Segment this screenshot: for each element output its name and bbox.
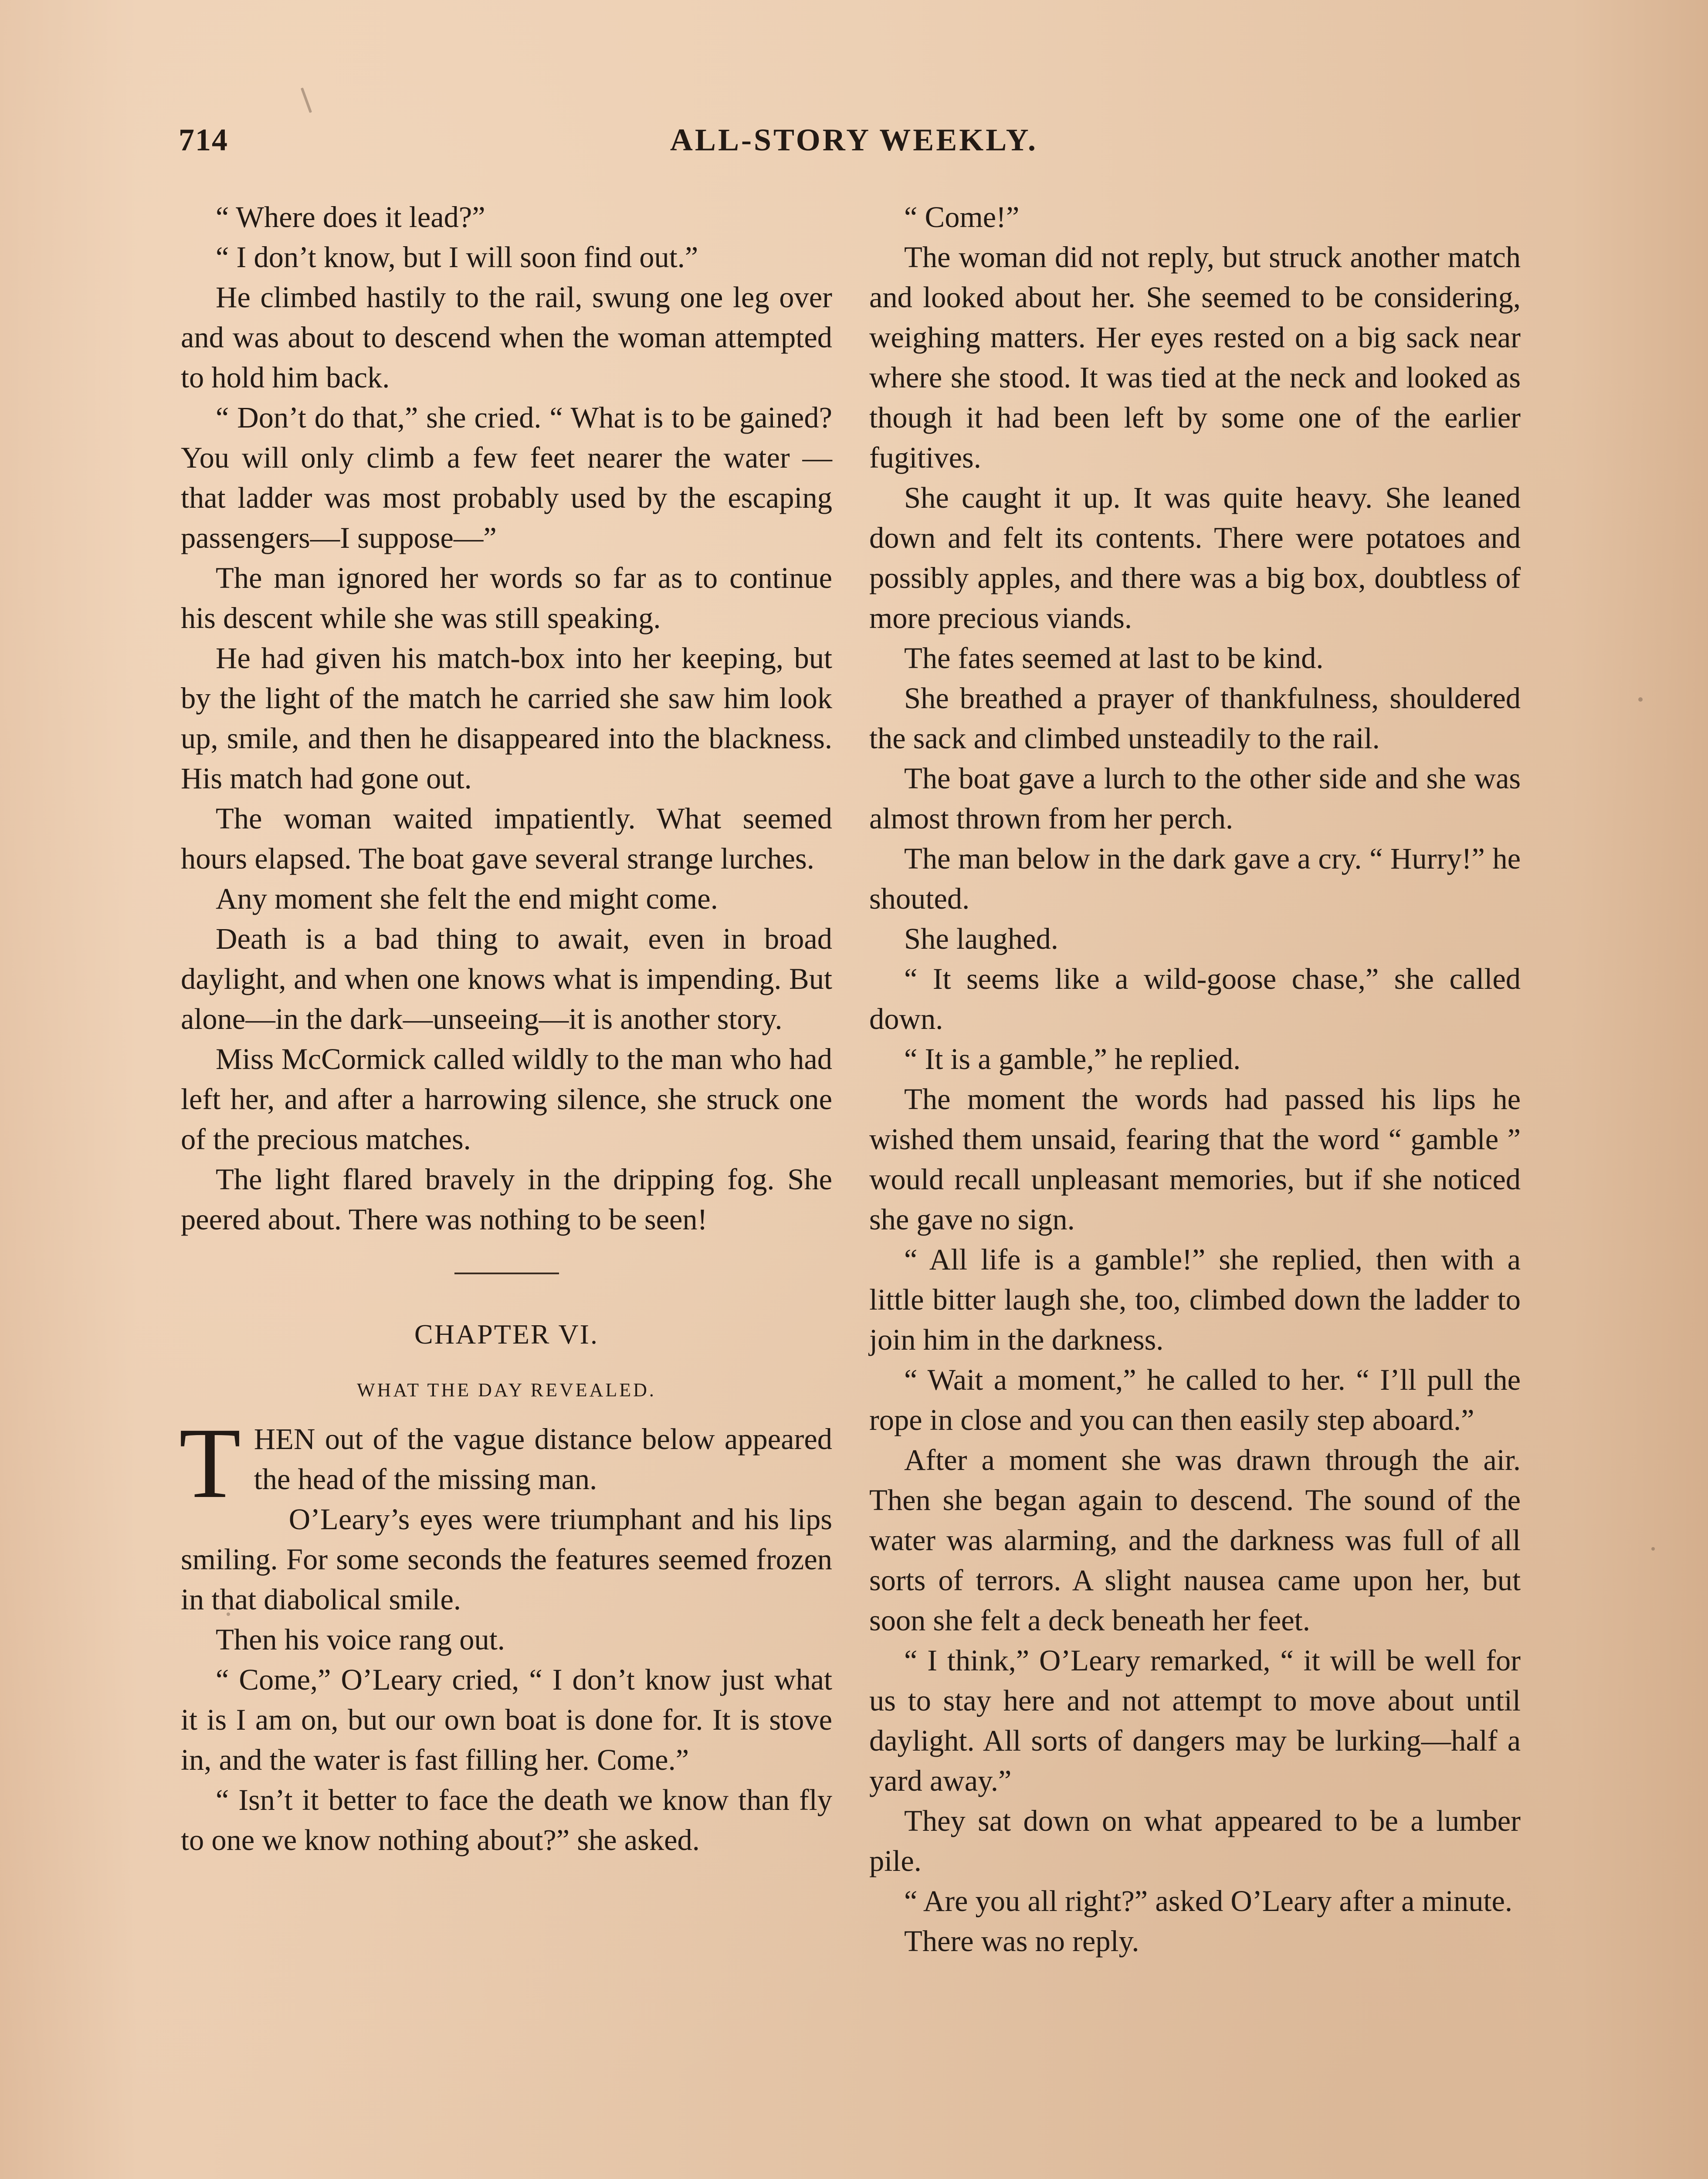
paragraph: The man ignored her words so far as to continue his descent while she was still speaking. [181, 561, 832, 635]
paper-speck [1638, 697, 1643, 702]
drop-cap: T [179, 1407, 241, 1519]
paragraph: He climbed hastily to the rail, swung one leg over and was about to descend when the woman attempted to hold him back. [181, 281, 832, 394]
paragraph: She caught it up. It was quite heavy. She leaned down and felt its contents. There were potatoes and possibly apples, and there was a big box, doubtless of more precious viands. [869, 481, 1521, 635]
paragraph: The boat gave a lurch to the other side and she was almost thrown from her perch. [869, 762, 1521, 835]
paper-speck [227, 1612, 230, 1616]
paragraph: Then his voice rang out. [216, 1623, 505, 1656]
paragraph: The fates seemed at last to be kind. [904, 641, 1324, 675]
left-paragraphs-before [181, 197, 832, 1239]
paragraph: “ Don’t do that,” she cried. “ What is to be gained? You will only climb a few feet nearer the water — that ladder was most probably used by the escaping passengers—I suppose—” [181, 401, 832, 554]
paragraph: The woman waited impatiently. What seemed hours elapsed. The boat gave several strange lurches. [181, 802, 832, 875]
paragraph: They sat down on what appeared to be a lumber pile. [869, 1804, 1521, 1877]
paragraph: “ I don’t know, but I will soon find out.” [216, 241, 698, 274]
paragraph: “ All life is a gamble!” she replied, then with a little bitter laugh she, too, climbed down the ladder to join him in the darkness. [869, 1243, 1521, 1356]
paragraph: The man below in the dark gave a cry. “ Hurry!” he shouted. [869, 842, 1521, 915]
running-head: ALL-STORY WEEKLY. [670, 122, 1038, 157]
left-paragraphs-after [181, 1499, 832, 1860]
paragraph: After a moment she was drawn through the air. Then she began again to descend. The sound of the water was alarming, and the darkness was full of all sorts of terrors. A slight nausea came upon her, but soon she felt a deck beneath her feet. [869, 1443, 1521, 1637]
paragraph: “ It seems like a wild-goose chase,” she called down. [869, 962, 1521, 1035]
paragraph: The woman did not reply, but struck another match and looked about her. She seemed to be considering, weighing matters. Her eyes rested on a big sack near where she stood. It was tied at the neck and looked as though it had been left by some one of the earlier fugitives. [869, 241, 1521, 474]
chapter-opening-paragraph [179, 1407, 832, 1519]
paragraph: O’Leary’s eyes were triumphant and his lips smiling. For some seconds the features seemed frozen in that diabolical smile. [181, 1503, 832, 1616]
paragraph: Miss McCormick called wildly to the man who had left her, and after a harrowing silence, she struck one of the precious matches. [181, 1042, 832, 1156]
paragraph: “ It is a gamble,” he replied. [904, 1042, 1241, 1076]
paragraph: “ Are you all right?” asked O’Leary after a minute. [904, 1884, 1513, 1918]
chapter-title: CHAPTER VI. [414, 1319, 599, 1350]
paragraph: “ Isn’t it better to face the death we know than fly to one we know nothing about?” she asked. [181, 1783, 832, 1857]
page-number: 714 [179, 122, 228, 157]
right-column [869, 197, 1521, 2179]
paragraph: The moment the words had passed his lips he wished them unsaid, fearing that the word “ gamble ” would recall unpleasant memories, but if she noticed she gave no sign. [869, 1083, 1521, 1236]
paper-speck [1651, 1547, 1655, 1551]
paragraph: The light flared bravely in the dripping fog. She peered about. There was nothing to be seen! [181, 1163, 832, 1236]
paragraph: “ Come,” O’Leary cried, “ I don’t know just what it is I am on, but our own boat is done for. It is stove in, and the water is fast filling her. Come.” [181, 1663, 832, 1776]
section-divider [454, 1273, 559, 1274]
paragraph: Any moment she felt the end might come. [216, 882, 718, 915]
paragraph: She laughed. [904, 922, 1058, 955]
paragraph: “ Where does it lead?” [216, 200, 485, 234]
left-column [181, 197, 832, 2179]
right-paragraphs [869, 197, 1521, 1961]
paragraph: Death is a bad thing to await, even in broad daylight, and when one knows what is impending. But alone—in the dark—unseeing—it is another story. [181, 922, 832, 1035]
page-header [179, 122, 1529, 170]
drop-cap-text: HEN out of the vague distance below appeared the head of the missing man. [254, 1422, 832, 1496]
paragraph: He had given his match-box into her keeping, but by the light of the match he carried she saw him look up, smile, and then he disappeared into the blackness. His match had gone out. [181, 641, 832, 795]
paragraph: She breathed a prayer of thankfulness, shouldered the sack and climbed unsteadily to the rail. [869, 682, 1521, 755]
paragraph: There was no reply. [904, 1924, 1139, 1958]
paragraph: “ Wait a moment,” he called to her. “ I’ll pull the rope in close and you can then easily step aboard.” [869, 1363, 1521, 1436]
chapter-subtitle: WHAT THE DAY REVEALED. [357, 1379, 656, 1401]
paragraph: “ I think,” O’Leary remarked, “ it will be well for us to stay here and not attempt to move about until daylight. All sorts of dangers may be lurking—half a yard away.” [869, 1644, 1521, 1797]
paper-mark [301, 88, 312, 113]
paragraph: “ Come!” [904, 200, 1020, 234]
